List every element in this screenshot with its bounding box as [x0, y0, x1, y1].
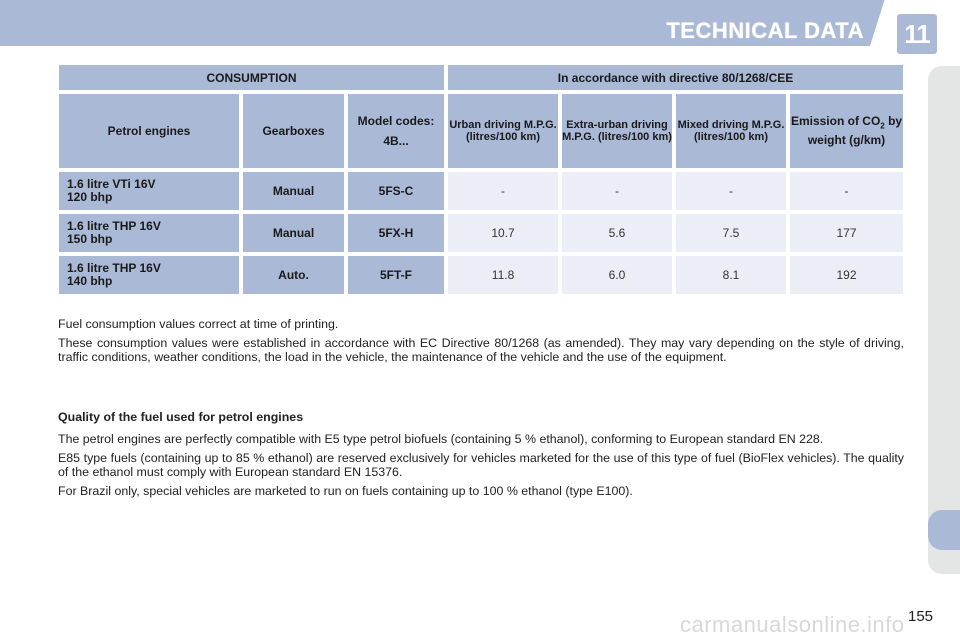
gearbox-cell: Manual — [243, 214, 344, 252]
mixed-cell: - — [676, 172, 786, 210]
consumption-table — [55, 61, 907, 298]
model-codes-prefix: 4B... — [383, 134, 409, 148]
engine-cell: 1.6 litre THP 16V 140 bhp — [59, 256, 239, 294]
note-printing: Fuel consumption values correct at time of printing. — [58, 317, 339, 331]
page-title: TECHNICAL DATA — [666, 18, 864, 43]
col-header-mixed: Mixed driving M.P.G. (litres/100 km) — [676, 94, 786, 168]
gearbox-cell: Manual — [243, 172, 344, 210]
gearbox-cell: Auto. — [243, 256, 344, 294]
engine-cell: 1.6 litre THP 16V 150 bhp — [59, 214, 239, 252]
table-top-header-row — [59, 65, 903, 90]
note-brazil: For Brazil only, special vehicles are marketed to run on fuels containing up to 100 % ethanol (type E100). — [58, 484, 633, 498]
consumption-header: CONSUMPTION — [59, 65, 444, 90]
extra-urban-cell: 5.6 — [562, 214, 672, 252]
table-row — [59, 172, 903, 210]
model-codes-label: Model codes: — [357, 114, 435, 128]
urban-cell: - — [448, 172, 558, 210]
model-code-cell: 5FT-F — [348, 256, 444, 294]
side-chapter-tab — [928, 510, 960, 550]
mixed-cell: 8.1 — [676, 256, 786, 294]
note-e5: The petrol engines are perfectly compatible with E5 type petrol biofuels (containing 5 % ethanol), conforming to European standard EN 228. — [58, 432, 824, 446]
extra-urban-cell: - — [562, 172, 672, 210]
page-number: 155 — [908, 608, 934, 625]
directive-header: In accordance with directive 80/1268/CEE — [448, 65, 903, 90]
note-directive: These consumption values were established in accordance with EC Directive 80/1268 (as amended). They may vary depending on the style of driving, traffic conditions, weather conditions, the load in the vehicle, the maintenance of the vehicle and the use of the equipment. — [58, 336, 904, 364]
note-e85: E85 type fuels (containing up to 85 % ethanol) are reserved exclusively for vehicles marketed for the use of this type of fuel (BioFlex vehicles). The quality of the ethanol must comply with European standard EN 15376. — [58, 451, 904, 479]
col-header-gearbox: Gearboxes — [243, 94, 344, 168]
model-code-cell: 5FS-C — [348, 172, 444, 210]
col-header-emission: Emission of $CO_2$ by weight (g/km) — [790, 94, 903, 168]
quality-heading: Quality of the fuel used for petrol engines — [58, 410, 304, 424]
notes-section — [58, 317, 904, 503]
col-header-engine: Petrol engines — [59, 94, 239, 168]
table-row — [59, 256, 903, 294]
table-column-header-row — [59, 94, 903, 168]
col-header-urban: Urban driving M.P.G. (litres/100 km) — [448, 94, 558, 168]
extra-urban-cell: 6.0 — [562, 256, 672, 294]
co2-cell: - — [790, 172, 903, 210]
co2-cell: 192 — [790, 256, 903, 294]
table-row — [59, 214, 903, 252]
col-header-extra-urban: Extra-urban driving M.P.G. (litres/100 km) — [562, 94, 672, 168]
co2-cell: 177 — [790, 214, 903, 252]
model-code-cell: 5FX-H — [348, 214, 444, 252]
mixed-cell: 7.5 — [676, 214, 786, 252]
chapter-number-tab: 11 — [897, 14, 937, 54]
urban-cell: 10.7 — [448, 214, 558, 252]
watermark: carmanualsonline.info — [680, 612, 905, 637]
engine-cell: 1.6 litre VTi 16V 120 bhp — [59, 172, 239, 210]
col-header-model-codes — [348, 94, 444, 168]
side-rail — [928, 66, 960, 574]
urban-cell: 11.8 — [448, 256, 558, 294]
